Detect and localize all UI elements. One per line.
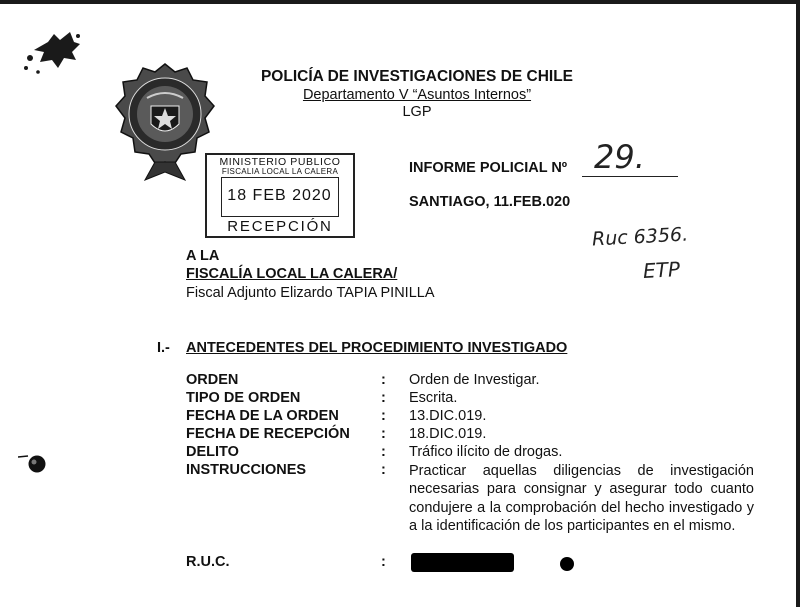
field-label-orden: ORDEN bbox=[186, 372, 239, 388]
field-separator: : bbox=[381, 372, 386, 388]
field-value-delito: Tráfico ilícito de drogas. bbox=[409, 444, 563, 460]
field-value-tipo-orden: Escrita. bbox=[409, 390, 458, 406]
report-place-date: SANTIAGO, 11.FEB.020 bbox=[409, 194, 571, 210]
ruc-redaction-bar bbox=[411, 553, 514, 572]
field-separator: : bbox=[381, 390, 386, 406]
field-label-fecha-orden: FECHA DE LA ORDEN bbox=[186, 408, 339, 424]
field-label-tipo-orden: TIPO DE ORDEN bbox=[186, 390, 301, 406]
stamp-line-ministry: MINISTERIO PUBLICO bbox=[219, 156, 341, 168]
section-title: ANTECEDENTES DEL PROCEDIMIENTO INVESTIGADO bbox=[186, 340, 568, 356]
department-name: Departamento V “Asuntos Internos” bbox=[302, 87, 532, 103]
field-value-orden: Orden de Investigar. bbox=[409, 372, 540, 388]
field-label-delito: DELITO bbox=[186, 444, 239, 460]
stamp-line-office: FISCALIA LOCAL LA CALERA bbox=[221, 167, 339, 176]
field-value-fecha-recepcion: 18.DIC.019. bbox=[409, 426, 487, 442]
field-separator: : bbox=[381, 462, 386, 478]
field-label-fecha-recepcion: FECHA DE RECEPCIÓN bbox=[186, 426, 350, 442]
section-number: I.- bbox=[157, 340, 170, 356]
scan-border-top bbox=[0, 0, 800, 4]
field-label-instrucciones: INSTRUCCIONES bbox=[186, 462, 307, 478]
field-value-fecha-orden: 13.DIC.019. bbox=[409, 408, 487, 424]
report-number-handwritten: 29. bbox=[594, 138, 645, 176]
report-number-underline bbox=[582, 176, 678, 177]
punch-hole-mark bbox=[18, 452, 50, 476]
addressee-prosecutor: Fiscal Adjunto Elizardo TAPIA PINILLA bbox=[186, 285, 435, 301]
stamp-line-reception: RECEPCIÓN bbox=[227, 218, 333, 235]
field-separator: : bbox=[381, 426, 386, 442]
field-separator: : bbox=[381, 408, 386, 424]
institution-name: POLICÍA DE INVESTIGACIONES DE CHILE bbox=[260, 68, 574, 85]
addressee-office: FISCALÍA LOCAL LA CALERA/ bbox=[186, 266, 398, 282]
handwritten-initials: ETP bbox=[642, 257, 681, 283]
field-label-ruc: R.U.C. bbox=[186, 554, 230, 570]
field-separator: : bbox=[381, 554, 386, 570]
stamp-date: 18 FEB 2020 bbox=[227, 187, 332, 204]
stamp-date-box bbox=[221, 177, 339, 217]
field-value-instrucciones: Practicar aquellas diligencias de investigación necesarias para consignar y asegurar todo cuanto condujere a la comprobación del hecho investigado y a la identificación de los participantes en el mismo. bbox=[409, 463, 754, 534]
ink-dot-mark bbox=[560, 557, 574, 571]
office-code: LGP bbox=[402, 104, 432, 120]
field-separator: : bbox=[381, 444, 386, 460]
reception-stamp bbox=[205, 153, 355, 238]
report-label: INFORME POLICIAL Nº bbox=[409, 160, 568, 176]
handwritten-ruc-note: Ruc 6356. bbox=[591, 223, 689, 251]
addressee-prefix: A LA bbox=[186, 248, 220, 264]
